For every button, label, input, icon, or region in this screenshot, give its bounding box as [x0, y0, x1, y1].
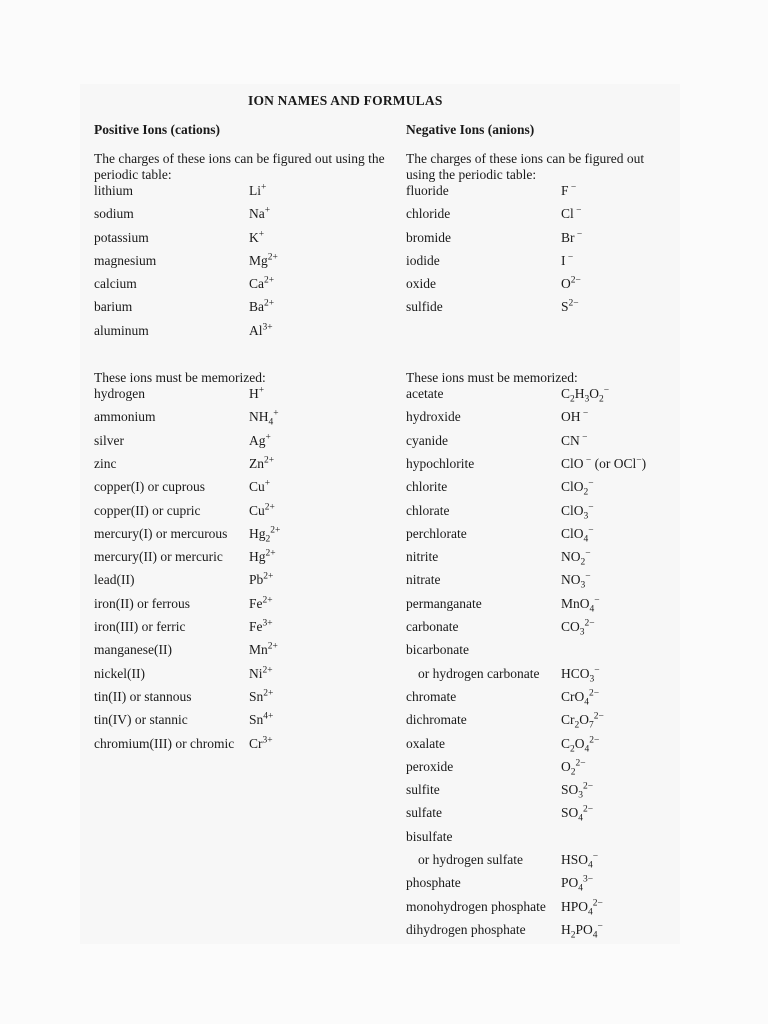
ion-row: [406, 526, 676, 549]
ion-row: [406, 875, 676, 898]
ion-row: [406, 829, 676, 852]
ion-row: [94, 183, 394, 206]
page-title: ION NAMES AND FORMULAS: [248, 93, 443, 108]
ion-row: [406, 899, 676, 922]
ion-formula: $Ba^{2+}$: [249, 298, 275, 315]
ion-formula: $Fe^{2+}$: [249, 595, 273, 611]
ion-formula: ClO − (or OCl−): [561, 455, 647, 471]
ion-row: [94, 323, 394, 346]
ion-name: bromide: [406, 229, 451, 245]
ion-row: [94, 386, 394, 409]
ion-formula: $Sn^{4+}$: [249, 711, 274, 728]
ion-name: nitrite: [406, 549, 439, 565]
ion-formula: $Cr_2O_7^{2-}$: [561, 711, 604, 731]
ion-name: hypochlorite: [406, 455, 475, 471]
ion-formula: $Fe^{3+}$: [249, 618, 273, 635]
ion-formula: CrO$_4^{2-}$: [561, 688, 600, 708]
ion-name: sulfide: [406, 299, 443, 315]
ion-row: [406, 805, 676, 828]
anions-periodic-list: [406, 183, 676, 323]
ion-row: [94, 276, 394, 299]
ion-name: chromium(III) or chromic: [94, 735, 235, 751]
ion-name: acetate: [406, 386, 444, 402]
ion-name: silver: [94, 432, 124, 448]
ion-formula: $S^{2-}$: [561, 298, 579, 315]
ion-name: chromate: [406, 688, 457, 704]
ion-row: [94, 549, 394, 572]
ion-formula: K+: [249, 229, 265, 245]
ion-row: [406, 596, 676, 619]
ion-row: [94, 503, 394, 526]
ion-formula: ClO$_3$−: [561, 502, 594, 522]
ion-name: iron(II) or ferrous: [94, 595, 190, 611]
ion-name: chloride: [406, 206, 451, 222]
ion-formula: ClO$_2$−: [561, 478, 594, 498]
ion-row: [94, 206, 394, 229]
ion-name: tin(II) or stannous: [94, 688, 192, 704]
ion-row: [406, 759, 676, 782]
ion-formula: $SO_4^{2-}$: [561, 804, 594, 825]
ion-row: [406, 299, 676, 322]
ion-name: chlorite: [406, 479, 448, 495]
ion-name: tin(IV) or stannic: [94, 712, 188, 728]
ion-row: [94, 409, 394, 432]
ion-row: [406, 253, 676, 276]
ion-row: [406, 782, 676, 805]
ion-name: permanganate: [406, 595, 482, 611]
cations-memorize-list: [94, 386, 394, 759]
ion-formula: $C_2O_4^{2-}$: [561, 735, 600, 755]
ion-name: sulfite: [406, 782, 440, 798]
anions-column: [406, 121, 676, 945]
ion-name: sulfate: [406, 805, 442, 821]
ion-formula: I −: [561, 252, 574, 268]
ion-row: [406, 386, 676, 409]
ion-name: iron(III) or ferric: [94, 619, 186, 635]
ion-row: [94, 526, 394, 549]
ion-name: calcium: [94, 276, 137, 292]
ion-name: lithium: [94, 183, 134, 198]
ion-row: [406, 183, 676, 206]
ion-formula: $O^{2-}$: [561, 275, 581, 292]
ion-row: [406, 642, 676, 665]
cations-periodic-intro: The charges of these ions can be figured out using the periodic table:: [94, 151, 385, 182]
ion-name: or hydrogen sulfate: [418, 852, 523, 868]
ion-formula: $Mn^{2+}$: [249, 641, 278, 658]
anions-memorize-intro: These ions must be memorized:: [406, 370, 578, 386]
ion-formula: Cu+: [249, 478, 271, 495]
ion-formula: Na+: [249, 205, 271, 222]
ion-row: [406, 852, 676, 875]
ion-row: [94, 736, 394, 759]
ion-name: dihydrogen phosphate: [406, 921, 526, 937]
ion-formula: H+: [249, 385, 265, 402]
ion-row: [94, 299, 394, 322]
cations-memorize-intro: These ions must be memorized:: [94, 370, 266, 386]
ion-name: barium: [94, 299, 133, 315]
ion-row: [94, 596, 394, 619]
ion-row: [406, 619, 676, 642]
ion-row: [406, 736, 676, 759]
ion-formula: OH −: [561, 408, 589, 425]
ion-row: [406, 276, 676, 299]
ion-row: [406, 666, 676, 689]
ion-name: hydrogen: [94, 386, 145, 402]
ion-name: mercury(II) or mercuric: [94, 549, 223, 565]
ion-formula: $SO_3^{2-}$: [561, 781, 594, 801]
ion-formula: $Hg_2^{2+}$: [249, 525, 281, 545]
ion-row: [406, 503, 676, 526]
ion-formula: Cl −: [561, 205, 582, 222]
anions-periodic-intro: The charges of these ions can be figured out using the periodic table:: [406, 151, 645, 182]
ion-name: peroxide: [406, 758, 454, 774]
ion-formula: CN −: [561, 432, 588, 448]
ion-name: potassium: [94, 229, 149, 245]
ion-name: chlorate: [406, 502, 450, 518]
ion-row: [406, 479, 676, 502]
ion-name: or hydrogen carbonate: [418, 665, 540, 681]
ion-formula: $Hg^{2+}$: [249, 548, 276, 565]
ion-formula: Br −: [561, 229, 583, 245]
ion-formula: $NH_4^+$: [249, 408, 279, 429]
ion-name: carbonate: [406, 619, 459, 635]
ion-row: [94, 253, 394, 276]
ion-name: dichromate: [406, 712, 467, 728]
ion-row: [94, 619, 394, 642]
ion-formula: $HCO_3^-$: [561, 665, 600, 685]
ion-formula: $O_2^{2-}$: [561, 758, 586, 778]
ion-name: bisulfate: [406, 828, 453, 844]
ion-name: sodium: [94, 206, 134, 222]
ion-row: [406, 456, 676, 479]
cations-column: [94, 121, 394, 759]
ion-formula: $PO_4^{3-}$: [561, 874, 594, 894]
ion-row: [94, 666, 394, 689]
ion-formula: $Cr^{3+}$: [249, 735, 273, 751]
ion-row: [406, 230, 676, 253]
ion-name: ammonium: [94, 409, 156, 425]
ion-name: nickel(II): [94, 665, 145, 681]
ion-name: magnesium: [94, 252, 157, 268]
ion-name: phosphate: [406, 875, 461, 891]
ion-name: zinc: [94, 455, 117, 471]
ion-row: [406, 206, 676, 229]
ion-row: [406, 712, 676, 735]
ion-formula: F −: [561, 182, 577, 198]
ion-row: [94, 433, 394, 456]
ion-row: [406, 922, 676, 945]
ion-formula: $H_2PO_4^-$: [561, 921, 603, 941]
ion-formula: $Cu^{2+}$: [249, 502, 275, 518]
ion-formula: $Mg^{2+}$: [249, 252, 278, 268]
ion-formula: $Sn^{2+}$: [249, 688, 274, 704]
cations-heading: Positive Ions (cations): [94, 122, 220, 137]
ion-name: copper(I) or cuprous: [94, 479, 205, 495]
ion-row: [94, 456, 394, 479]
ion-formula: $CO_3^{2-}$: [561, 618, 595, 638]
ion-formula: $Ca^{2+}$: [249, 275, 275, 292]
ion-row: [406, 549, 676, 572]
ion-row: [94, 572, 394, 595]
ion-row: [94, 689, 394, 712]
ion-row: [94, 642, 394, 665]
ion-name: mercury(I) or mercurous: [94, 525, 228, 541]
ion-formula: MnO$_4$−: [561, 595, 600, 615]
ion-name: manganese(II): [94, 642, 172, 658]
ion-row: [406, 433, 676, 456]
ion-name: fluoride: [406, 183, 449, 198]
ion-formula: $HPO_4^{2-}$: [561, 898, 603, 918]
ion-name: nitrate: [406, 572, 441, 588]
ion-formula: $Zn^{2+}$: [249, 455, 275, 471]
ion-formula: $Pb^{2+}$: [249, 571, 274, 588]
ion-name: copper(II) or cupric: [94, 502, 201, 518]
ion-formula: Ag+: [249, 432, 271, 448]
ion-formula: $NO_3^-$: [561, 571, 591, 592]
ion-row: [406, 572, 676, 595]
ion-formula: $NO_2^-$: [561, 548, 591, 568]
ion-name: perchlorate: [406, 525, 467, 541]
ion-name: lead(II): [94, 572, 135, 588]
ion-row: [94, 712, 394, 735]
ion-name: cyanide: [406, 432, 448, 448]
ion-name: monohydrogen phosphate: [406, 898, 546, 914]
ion-name: hydroxide: [406, 409, 461, 425]
ion-formula: $C_2H_3O_2^-$: [561, 385, 610, 405]
ion-row: [406, 689, 676, 712]
ion-name: oxide: [406, 276, 436, 292]
ion-formula: ClO$_4$−: [561, 525, 594, 545]
ion-formula: $Ni^{2+}$: [249, 665, 273, 681]
ion-formula: Li+: [249, 182, 267, 198]
ion-formula: $Al^{3+}$: [249, 322, 273, 338]
ion-row: [94, 230, 394, 253]
ion-name: bicarbonate: [406, 642, 469, 658]
cations-periodic-list: [94, 183, 394, 346]
ion-row: [406, 409, 676, 432]
ion-row: [94, 479, 394, 502]
anions-heading: Negative Ions (anions): [406, 122, 535, 137]
ion-name: aluminum: [94, 322, 149, 338]
ion-name: iodide: [406, 252, 440, 268]
ion-name: oxalate: [406, 735, 445, 751]
anions-memorize-list: [406, 386, 676, 945]
ion-formula: $HSO_4^-$: [561, 851, 599, 871]
